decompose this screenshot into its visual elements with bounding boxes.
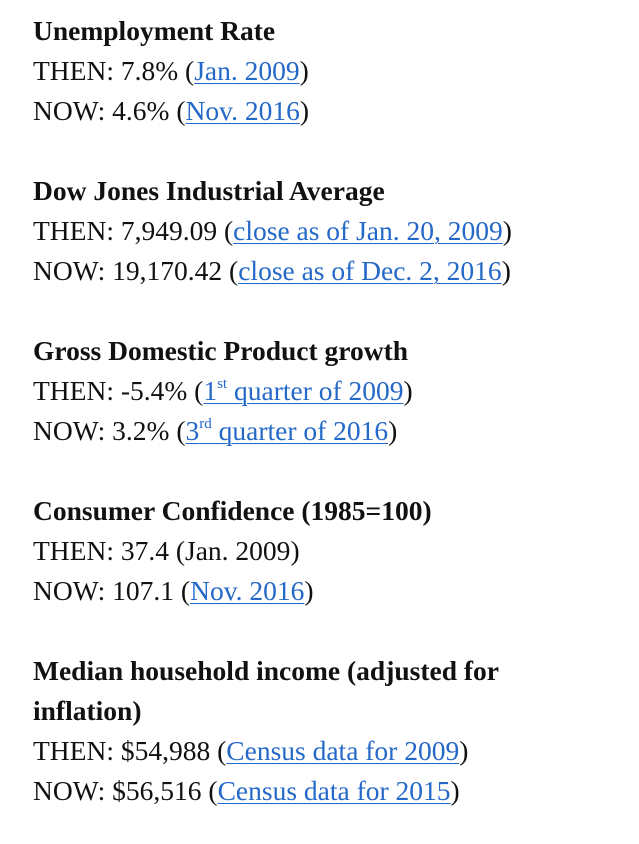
ordinal-suffix: st <box>217 375 228 392</box>
now-row: NOW: 4.6% (Nov. 2016) <box>33 95 310 126</box>
now-row: NOW: $56,516 (Census data for 2015) <box>33 775 460 806</box>
section-median-household-income <box>33 651 639 811</box>
now-value: 4.6% <box>112 95 170 126</box>
section-gdp-growth <box>33 331 639 451</box>
then-label: THEN: <box>33 735 114 766</box>
section-dow-jones <box>33 171 639 291</box>
now-source-link[interactable]: close as of Dec. 2, 2016 <box>238 255 502 286</box>
then-row: THEN: -5.4% (1st quarter of 2009) <box>33 375 413 406</box>
section-heading: Consumer Confidence (1985=100) <box>33 495 432 526</box>
section-heading: Unemployment Rate <box>33 15 276 46</box>
then-label: THEN: <box>33 215 114 246</box>
section-heading: Gross Domestic Product growth <box>33 335 409 366</box>
then-source-link[interactable]: close as of Jan. 20, 2009 <box>233 215 503 246</box>
ordinal-number: 1 <box>203 375 218 406</box>
then-row: THEN: $54,988 (Census data for 2009) <box>33 735 469 766</box>
now-source-link[interactable]: Nov. 2016 <box>190 575 305 606</box>
then-row: THEN: 7,949.09 (close as of Jan. 20, 2009) <box>33 215 512 246</box>
now-row: NOW: 3.2% (3rd quarter of 2016) <box>33 415 398 446</box>
now-label: NOW: <box>33 415 106 446</box>
now-value: $56,516 <box>112 775 202 806</box>
now-row: NOW: 107.1 (Nov. 2016) <box>33 575 314 606</box>
then-value: 37.4 <box>120 535 169 566</box>
then-source-link[interactable]: Census data for 2009 <box>226 735 460 766</box>
now-label: NOW: <box>33 575 106 606</box>
then-row: THEN: 7.8% (Jan. 2009) <box>33 55 309 86</box>
then-source-text: Jan. 2009 <box>185 535 291 566</box>
section-unemployment-rate <box>33 11 639 131</box>
ordinal-suffix: rd <box>199 415 212 432</box>
then-value: $54,988 <box>120 735 211 766</box>
now-row: NOW: 19,170.42 (close as of Dec. 2, 2016) <box>33 255 511 286</box>
then-source-link[interactable]: Jan. 2009 <box>194 55 300 86</box>
section-consumer-confidence <box>33 491 639 611</box>
then-label: THEN: <box>33 535 114 566</box>
then-row: THEN: 37.4 (Jan. 2009) <box>33 535 300 566</box>
ordinal-number: 3 <box>185 415 200 446</box>
now-label: NOW: <box>33 775 106 806</box>
section-heading: Dow Jones Industrial Average <box>33 175 385 206</box>
now-label: NOW: <box>33 95 106 126</box>
then-value: -5.4% <box>120 375 188 406</box>
then-value: 7.8% <box>120 55 179 86</box>
now-label: NOW: <box>33 255 106 286</box>
now-value: 107.1 <box>112 575 175 606</box>
now-source-link[interactable] <box>186 415 389 446</box>
now-value: 19,170.42 <box>112 255 223 286</box>
then-source-link[interactable] <box>203 375 403 406</box>
section-heading: Median household income (adjusted for inflation) <box>33 655 499 726</box>
then-label: THEN: <box>33 375 114 406</box>
now-value: 3.2% <box>112 415 170 446</box>
source-link-text: quarter of 2016 <box>211 415 389 446</box>
now-source-link[interactable]: Nov. 2016 <box>185 95 300 126</box>
then-value: 7,949.09 <box>120 215 218 246</box>
source-link-text: quarter of 2009 <box>227 375 404 406</box>
then-label: THEN: <box>33 55 114 86</box>
now-source-link[interactable]: Census data for 2015 <box>217 775 451 806</box>
